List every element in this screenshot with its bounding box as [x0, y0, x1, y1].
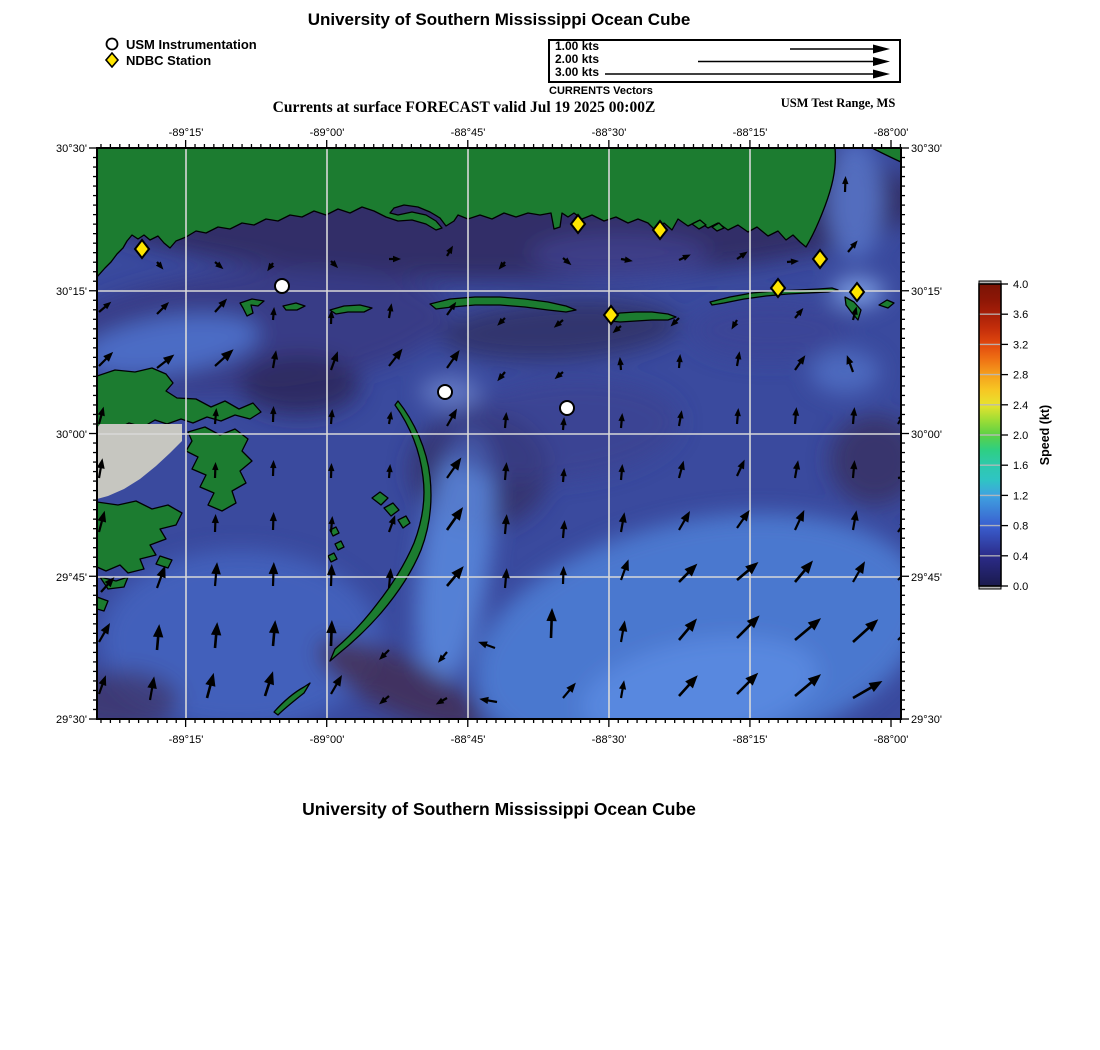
legend-label-ndbc: NDBC Station	[126, 52, 212, 68]
colorbar-axis-label: Speed (kt)	[1038, 404, 1052, 466]
vector-key-3kt: 3.00 kts	[555, 65, 600, 79]
lon-tick-label: -88°30'	[591, 734, 627, 746]
colorbar-tick-label: 1.6	[1013, 460, 1029, 473]
lon-tick-label: -88°30'	[591, 127, 627, 139]
lat-tick-label: 30°30'	[911, 143, 942, 155]
colorbar-tick-label: 0.8	[1013, 520, 1029, 533]
colorbar-tick-label: 3.2	[1013, 339, 1029, 352]
lon-tick-label: -88°00'	[873, 127, 909, 139]
speed-colorbar	[974, 274, 1099, 604]
usm-station-marker	[275, 279, 289, 293]
footer-title: University of Southern Mississippi Ocean Cube	[302, 799, 696, 819]
lon-tick-label: -89°15'	[168, 127, 204, 139]
lon-tick-label: -88°15'	[732, 734, 768, 746]
lat-tick-label: 30°15'	[56, 286, 87, 298]
colorbar-tick-label: 3.6	[1013, 309, 1029, 322]
page-title: University of Southern Mississippi Ocean Cube	[307, 10, 691, 29]
lon-tick-label: -88°45'	[450, 127, 486, 139]
usm-station-marker	[560, 401, 574, 415]
colorbar-tick-label: 0.0	[1013, 581, 1029, 593]
region-label: USM Test Range, MS	[780, 96, 896, 110]
colorbar-tick-label: 1.2	[1013, 490, 1029, 503]
vector-key-2kt: 2.00 kts	[555, 52, 600, 66]
usm-station-marker	[438, 385, 452, 399]
colorbar-tick-label: 0.4	[1013, 550, 1029, 563]
lat-tick-label: 29°30'	[911, 714, 942, 726]
speed-patch	[240, 355, 360, 415]
speed-patch	[810, 350, 880, 394]
lon-tick-label: -89°00'	[309, 734, 345, 746]
lat-tick-label: 30°00'	[56, 429, 87, 441]
lat-tick-label: 30°15'	[911, 286, 942, 298]
colorbar-tick-label: 2.8	[1013, 369, 1029, 382]
lon-tick-label: -89°00'	[309, 127, 345, 139]
forecast-subtitle: Currents at surface FORECAST valid Jul 19 2025 00:00Z	[272, 99, 656, 116]
lat-tick-label: 29°45'	[56, 572, 87, 584]
lat-tick-label: 30°00'	[911, 429, 942, 441]
colorbar-tick-label: 4.0	[1013, 279, 1029, 291]
speed-patch	[690, 300, 850, 360]
colorbar-tick-label: 2.0	[1013, 430, 1029, 442]
speed-patch	[830, 415, 920, 505]
lon-tick-label: -88°45'	[450, 734, 486, 746]
colorbar-tick-label: 2.4	[1013, 399, 1029, 412]
legend-label-usm: USM Instrumentation	[126, 36, 257, 52]
lon-tick-label: -88°15'	[732, 127, 768, 139]
lat-tick-label: 29°30'	[56, 714, 87, 726]
lat-tick-label: 30°30'	[56, 143, 87, 155]
vector-key-caption: CURRENTS Vectors	[549, 85, 653, 97]
lon-tick-label: -88°00'	[873, 734, 909, 746]
lon-tick-label: -89°15'	[168, 734, 204, 746]
vector-key-1kt: 1.00 kts	[555, 39, 600, 53]
lat-tick-label: 29°45'	[911, 572, 942, 584]
